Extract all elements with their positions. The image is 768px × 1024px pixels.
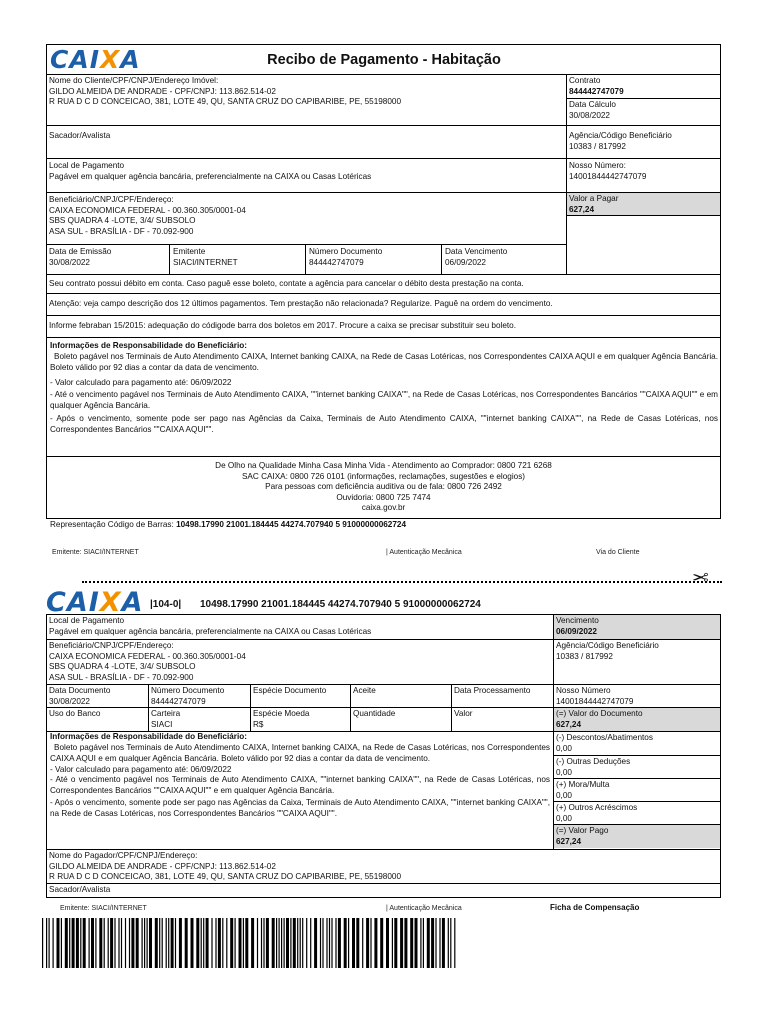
- barcode-bar: [266, 918, 269, 968]
- barcode-bar: [329, 918, 330, 968]
- barcode-bar: [42, 918, 43, 968]
- contact-block: [46, 461, 721, 514]
- caixa-logo-slip: CAIXA: [46, 587, 144, 618]
- data-vencimento-field: Data Vencimento 06/09/2022: [445, 247, 508, 267]
- barcode-bar: [121, 918, 122, 968]
- info-paragraph-1: Boleto pagável nos Terminais de Auto Atendimento CAIXA, Internet banking CAIXA, na Rede de Casas Lotéricas, nos Correspondentes CAIXA AQUI e em qualquer Agência Bancária. Boleto válido por 92 dias a contar da data de vencimento.: [50, 352, 718, 372]
- numero-documento-field: Número Documento 844442747079: [309, 247, 383, 267]
- barcode-bar: [454, 918, 455, 968]
- barcode-bar: [171, 918, 174, 968]
- client-address: R RUA D C D CONCEICAO, 381, LOTE 49, QU, SANTA CRUZ DO CAPIBARIBE, PE, 55198000: [49, 97, 402, 106]
- barcode-bar: [335, 918, 336, 968]
- barcode-bar: [394, 918, 397, 968]
- barcode-bar: [65, 918, 68, 968]
- nosso-numero-field: Nosso Número: 14001844442747079: [567, 160, 720, 184]
- slip-data-processamento: Data Processamento: [454, 686, 531, 695]
- data-calculo-field: Data Cálculo 30/08/2022: [567, 99, 720, 124]
- slip-especie-moeda: Espécie Moeda R$: [253, 709, 310, 729]
- info-paragraph-2: - Valor calculado para pagamento até: 06/09/2022: [50, 378, 232, 387]
- barcode-bar: [222, 918, 223, 968]
- barcode-bar: [218, 918, 221, 968]
- barcode-bar: [110, 918, 113, 968]
- barcode-bar: [179, 918, 182, 968]
- barcode-bar: [439, 918, 440, 968]
- slip-valor-documento: (=) Valor do Documento 627,24: [554, 708, 720, 731]
- barcode-bar: [203, 918, 204, 968]
- barcode-representation: Representação Código de Barras: 10498.17990 21001.184445 44274.707940 5 91000000062724: [50, 520, 407, 529]
- barcode-bar: [125, 918, 126, 968]
- barcode-bar: [279, 918, 280, 968]
- agencia-value: 10383 / 817992: [569, 141, 626, 151]
- barcode-bar: [136, 918, 139, 968]
- contact-ouvidoria: Ouvidoria: 0800 725 7474: [336, 492, 431, 502]
- message-febraban: Informe febraban 15/2015: adequação do códigode barra dos boletos em 2017. Procure a caixa se precisar substituir seu boleto.: [49, 321, 516, 330]
- slip-numero-documento: Número Documento 844442747079: [151, 686, 225, 706]
- info-paragraph-4: - Após o vencimento, somente pode ser pago nas Agências da Caixa, Terminais de Auto Atendimento CAIXA, ""internet banking CAIXA"", na Rede de Casas Lotéricas, nos Correspondentes Bancários ""CAIXA AQUI"".: [50, 414, 718, 434]
- barcode-bar: [261, 918, 262, 968]
- barcode-bar: [191, 918, 194, 968]
- barcode-bar: [276, 918, 277, 968]
- barcode-bar: [95, 918, 96, 968]
- barcode-bar: [286, 918, 289, 968]
- receipt-footer-via: Via do Cliente: [596, 549, 640, 556]
- contact-sac: SAC CAIXA: 0800 726 0101 (informações, reclamações, sugestões e elogios): [241, 471, 526, 481]
- beneficiario-field: Beneficiário/CNPJ/CPF/Endereço: CAIXA ECONOMICA FEDERAL - 00.360.305/0001-04 SBS QUADRA 4 -LOTE, 3/4/ SUBSOLO ASA SUL - BRASÍLIA - DF - 70.092-900: [49, 195, 246, 236]
- contrato-value: 844442747079: [569, 86, 624, 96]
- valor-a-pagar-value: 627,24: [569, 204, 595, 214]
- slip-sacador: Sacador/Avalista: [49, 885, 111, 894]
- barcode-bar: [293, 918, 296, 968]
- slip-local-pagamento: Local de Pagamento Pagável em qualquer agência bancária, preferencialmente na CAIXA ou Casas Lotéricas: [49, 616, 372, 636]
- barcode-bar: [215, 918, 216, 968]
- slip-quantidade: Quantidade: [353, 709, 396, 718]
- barcode-bar: [251, 918, 254, 968]
- scissors-icon: ✂: [692, 565, 709, 587]
- barcode-bar: [49, 918, 50, 968]
- barcode-bar: [272, 918, 275, 968]
- barcode-bar: [400, 918, 403, 968]
- barcode-bar: [201, 918, 202, 968]
- data-emissao-field: Data de Emissão 30/08/2022: [49, 247, 112, 267]
- client-label: Nome do Cliente/CPF/CNPJ/Endereço Imóvel:: [49, 76, 219, 85]
- barcode-bar: [300, 918, 301, 968]
- caixa-logo: CAIXA: [50, 45, 141, 74]
- barcode-bar: [257, 918, 258, 968]
- slip-footer-emitente: Emitente: SIACI/INTERNET: [60, 905, 147, 912]
- slip-uso-do-banco: Uso do Banco: [49, 709, 101, 718]
- barcode-bar: [366, 918, 369, 968]
- contact-deficiencia: Para pessoas com deficiência auditiva ou de fala: 0800 726 2492: [265, 482, 502, 491]
- slip-info-paragraph-3: - Até o vencimento pagável nos Terminais de Auto Atendimento CAIXA, ""internet banking CAIXA"", na Rede de Casas Lotéricas, nos Correspondentes Bancários ""CAIXA AQUI"" e em qualquer Agência Bancária.: [50, 775, 550, 795]
- barcode-bar: [450, 918, 451, 968]
- barcode-bar: [83, 918, 86, 968]
- slip-footer-ficha: Ficha de Compensação: [550, 903, 640, 912]
- barcode-bar: [104, 918, 105, 968]
- barcode: [42, 918, 462, 968]
- sacador-field: Sacador/Avalista: [49, 131, 111, 140]
- barcode-bar: [211, 918, 212, 968]
- barcode-bar: [206, 918, 209, 968]
- barcode-bar: [435, 918, 436, 968]
- barcode-bar: [331, 918, 332, 968]
- barcode-bar: [175, 918, 176, 968]
- bank-code: |104-0|: [150, 599, 182, 610]
- barcode-bar: [168, 918, 169, 968]
- barcode-bar: [322, 918, 323, 968]
- barcode-bar: [235, 918, 236, 968]
- barcode-bar: [159, 918, 160, 968]
- barcode-bar: [230, 918, 233, 968]
- barcode-bar: [129, 918, 130, 968]
- barcode-bar: [380, 918, 383, 968]
- slip-valor: Valor: [454, 709, 473, 718]
- barcode-bar: [144, 918, 145, 968]
- barcode-bar: [362, 918, 363, 968]
- barcode-bar: [284, 918, 285, 968]
- barcode-bar: [320, 918, 321, 968]
- local-pagamento-field: Local de Pagamento Pagável em qualquer agência bancária, preferencialmente na CAIXA ou Casas Lotéricas: [47, 160, 565, 184]
- barcode-bar: [57, 918, 60, 968]
- valor-a-pagar-field: Valor a Pagar 627,24: [567, 193, 720, 215]
- barcode-bar: [306, 918, 307, 968]
- barcode-bar: [348, 918, 349, 968]
- barcode-bar: [427, 918, 430, 968]
- info-title: Informações de Responsabilidade do Beneficiário:: [50, 341, 247, 350]
- barcode-bar: [245, 918, 248, 968]
- barcode-bar: [162, 918, 163, 968]
- slip-outros-acrescimos: (+) Outros Acréscimos 0,00: [556, 803, 638, 823]
- barcode-bar: [263, 918, 264, 968]
- emitente-field: Emitente SIACI/INTERNET: [173, 247, 238, 267]
- barcode-bar: [448, 918, 449, 968]
- slip-pagador: Nome do Pagador/CPF/CNPJ/Endereço: GILDO ALMEIDA DE ANDRADE - CPF/CNPJ: 113.862.514-02 R RUA D C D CONCEICAO, 381, LOTE 49, QU, SANTA CRUZ DO CAPIBARIBE, PE, 55198000: [49, 851, 402, 881]
- barcode-bar: [243, 918, 244, 968]
- message-atencao: Atenção: veja campo descrição dos 12 últimos pagamentos. Tem prestação não relacionada? Regularize. Paguê na ordem do vencimento.: [49, 299, 553, 308]
- local-pagamento-value: Pagável em qualquer agência bancária, preferencialmente na CAIXA ou Casas Lotéricas: [49, 171, 372, 181]
- barcode-bar: [352, 918, 355, 968]
- barcode-bar: [108, 918, 109, 968]
- slip-agencia: Agência/Código Beneficiário 10383 / 817992: [556, 641, 659, 661]
- slip-beneficiario: Beneficiário/CNPJ/CPF/Endereço: CAIXA ECONOMICA FEDERAL - 00.360.305/0001-04 SBS QUADRA 4 -LOTE, 3/4/ SUBSOLO ASA SUL - BRASÍLIA - DF - 70.092-900: [49, 641, 246, 682]
- barcode-bar: [297, 918, 298, 968]
- slip-aceite: Aceite: [353, 686, 376, 695]
- barcode-bar: [61, 918, 62, 968]
- barcode-bar: [99, 918, 102, 968]
- slip-descontos: (-) Descontos/Abatimentos 0,00: [556, 733, 653, 753]
- message-debito: Seu contrato possui débito em conta. Caso paguê esse boleto, contate a agência para cancelar o débito desta prestação na conta.: [49, 279, 524, 288]
- barcode-bar: [431, 918, 434, 968]
- barcode-bar: [69, 918, 70, 968]
- barcode-bar: [386, 918, 389, 968]
- barcode-bar: [310, 918, 311, 968]
- slip-mora-multa: (+) Mora/Multa 0,00: [556, 780, 610, 800]
- barcode-bar: [118, 918, 119, 968]
- contact-minha-casa: De Olho na Qualidade Minha Casa Minha Vida - Atendimento ao Comprador: 0800 721 6268: [215, 461, 552, 470]
- slip-especie-documento: Espécie Documento: [253, 686, 327, 695]
- barcode-bar: [46, 918, 47, 968]
- barcode-bar: [423, 918, 424, 968]
- barcode-bar: [166, 918, 167, 968]
- slip-data-documento: Data Documento 30/08/2022: [49, 686, 111, 706]
- slip-info-paragraph-4: - Após o vencimento, somente pode ser pago nas Agências da Caixa, Terminais de Auto Atendimento CAIXA, ""internet banking CAIXA"", na Rede de Casas Lotéricas, nos Correspondentes Bancários ""CAIXA AQUI"".: [50, 798, 550, 818]
- digitable-line[interactable]: 10498.17990 21001.184445 44274.707940 5 91000000062724: [200, 599, 481, 610]
- barcode-bar: [410, 918, 413, 968]
- slip-carteira: Carteira SIACI: [151, 709, 181, 729]
- barcode-bar: [185, 918, 188, 968]
- barcode-bar: [281, 918, 282, 968]
- barcode-bar: [149, 918, 152, 968]
- barcode-bar: [442, 918, 445, 968]
- barcode-bar: [302, 918, 303, 968]
- slip-info-paragraph-1: Boleto pagável nos Terminais de Auto Atendimento CAIXA, Internet banking CAIXA, na Rede de Casas Lotéricas, nos Correspondentes CAIXA AQUI e em qualquer Agência Bancária. Boleto válido por 92 dias a contar da data de vencimento.: [50, 743, 550, 763]
- barcode-bar: [374, 918, 377, 968]
- slip-info-title: Informações de Responsabilidade do Beneficiário:: [50, 732, 247, 741]
- barcode-bar: [53, 918, 54, 968]
- receipt-title: Recibo de Pagamento - Habitação: [267, 52, 501, 68]
- barcode-bar: [131, 918, 134, 968]
- slip-info-paragraph-2: - Valor calculado para pagamento até: 06/09/2022: [50, 765, 232, 774]
- barcode-bar: [415, 918, 418, 968]
- slip-vencimento: Vencimento 06/09/2022: [554, 615, 720, 639]
- barcode-bar: [338, 918, 341, 968]
- barcode-bar: [147, 918, 148, 968]
- barcode-bar: [196, 918, 199, 968]
- barcode-bar: [142, 918, 143, 968]
- barcode-bar: [226, 918, 227, 968]
- contact-website[interactable]: caixa.gov.br: [361, 503, 406, 512]
- cut-line: [82, 581, 722, 583]
- barcode-bar: [392, 918, 393, 968]
- client-name: GILDO ALMEIDA DE ANDRADE - CPF/CNPJ: 113.862.514-02: [49, 86, 276, 96]
- barcode-bar: [76, 918, 79, 968]
- slip-outras-deducoes: (-) Outras Deduções 0,00: [556, 757, 631, 777]
- barcode-bar: [80, 918, 81, 968]
- barcode-bar: [344, 918, 347, 968]
- barcode-bar: [370, 918, 371, 968]
- barcode-bar: [72, 918, 75, 968]
- barcode-bar: [114, 918, 115, 968]
- client-block: [47, 75, 565, 125]
- barcode-bar: [356, 918, 359, 968]
- slip-nosso-numero: Nosso Número 14001844442747079: [556, 686, 634, 706]
- barcode-bar: [290, 918, 291, 968]
- barcode-bar: [420, 918, 421, 968]
- nosso-numero-value: 14001844442747079: [569, 171, 647, 181]
- barcode-bar: [91, 918, 94, 968]
- agencia-field: Agência/Código Beneficiário 10383 / 817992: [567, 130, 720, 156]
- receipt-footer-emitente: Emitente: SIACI/INTERNET: [52, 549, 139, 556]
- slip-footer-autenticacao: | Autenticação Mecânica: [386, 905, 462, 912]
- data-calculo-value: 30/08/2022: [569, 110, 610, 120]
- barcode-bar: [326, 918, 327, 968]
- barcode-bar: [239, 918, 242, 968]
- contrato-field: Contrato 844442747079: [567, 75, 720, 97]
- info-paragraph-3: - Até o vencimento pagável nos Terminais de Auto Atendimento CAIXA, ""internet banking CAIXA"", na Rede de Casas Lotéricas, nos Correspondentes Bancários ""CAIXA AQUI"" e em qualquer Agência Bancária.: [50, 390, 718, 410]
- receipt-footer-autenticacao: | Autenticação Mecânica: [386, 549, 462, 556]
- barcode-bar: [155, 918, 158, 968]
- slip-vencimento-value: 06/09/2022: [556, 626, 597, 636]
- barcode-bar: [89, 918, 90, 968]
- barcode-representation-value: 10498.17990 21001.184445 44274.707940 5 91000000062724: [176, 520, 407, 529]
- barcode-bar: [404, 918, 407, 968]
- slip-valor-pago: (=) Valor Pago 627,24: [554, 825, 720, 848]
- barcode-bar: [314, 918, 317, 968]
